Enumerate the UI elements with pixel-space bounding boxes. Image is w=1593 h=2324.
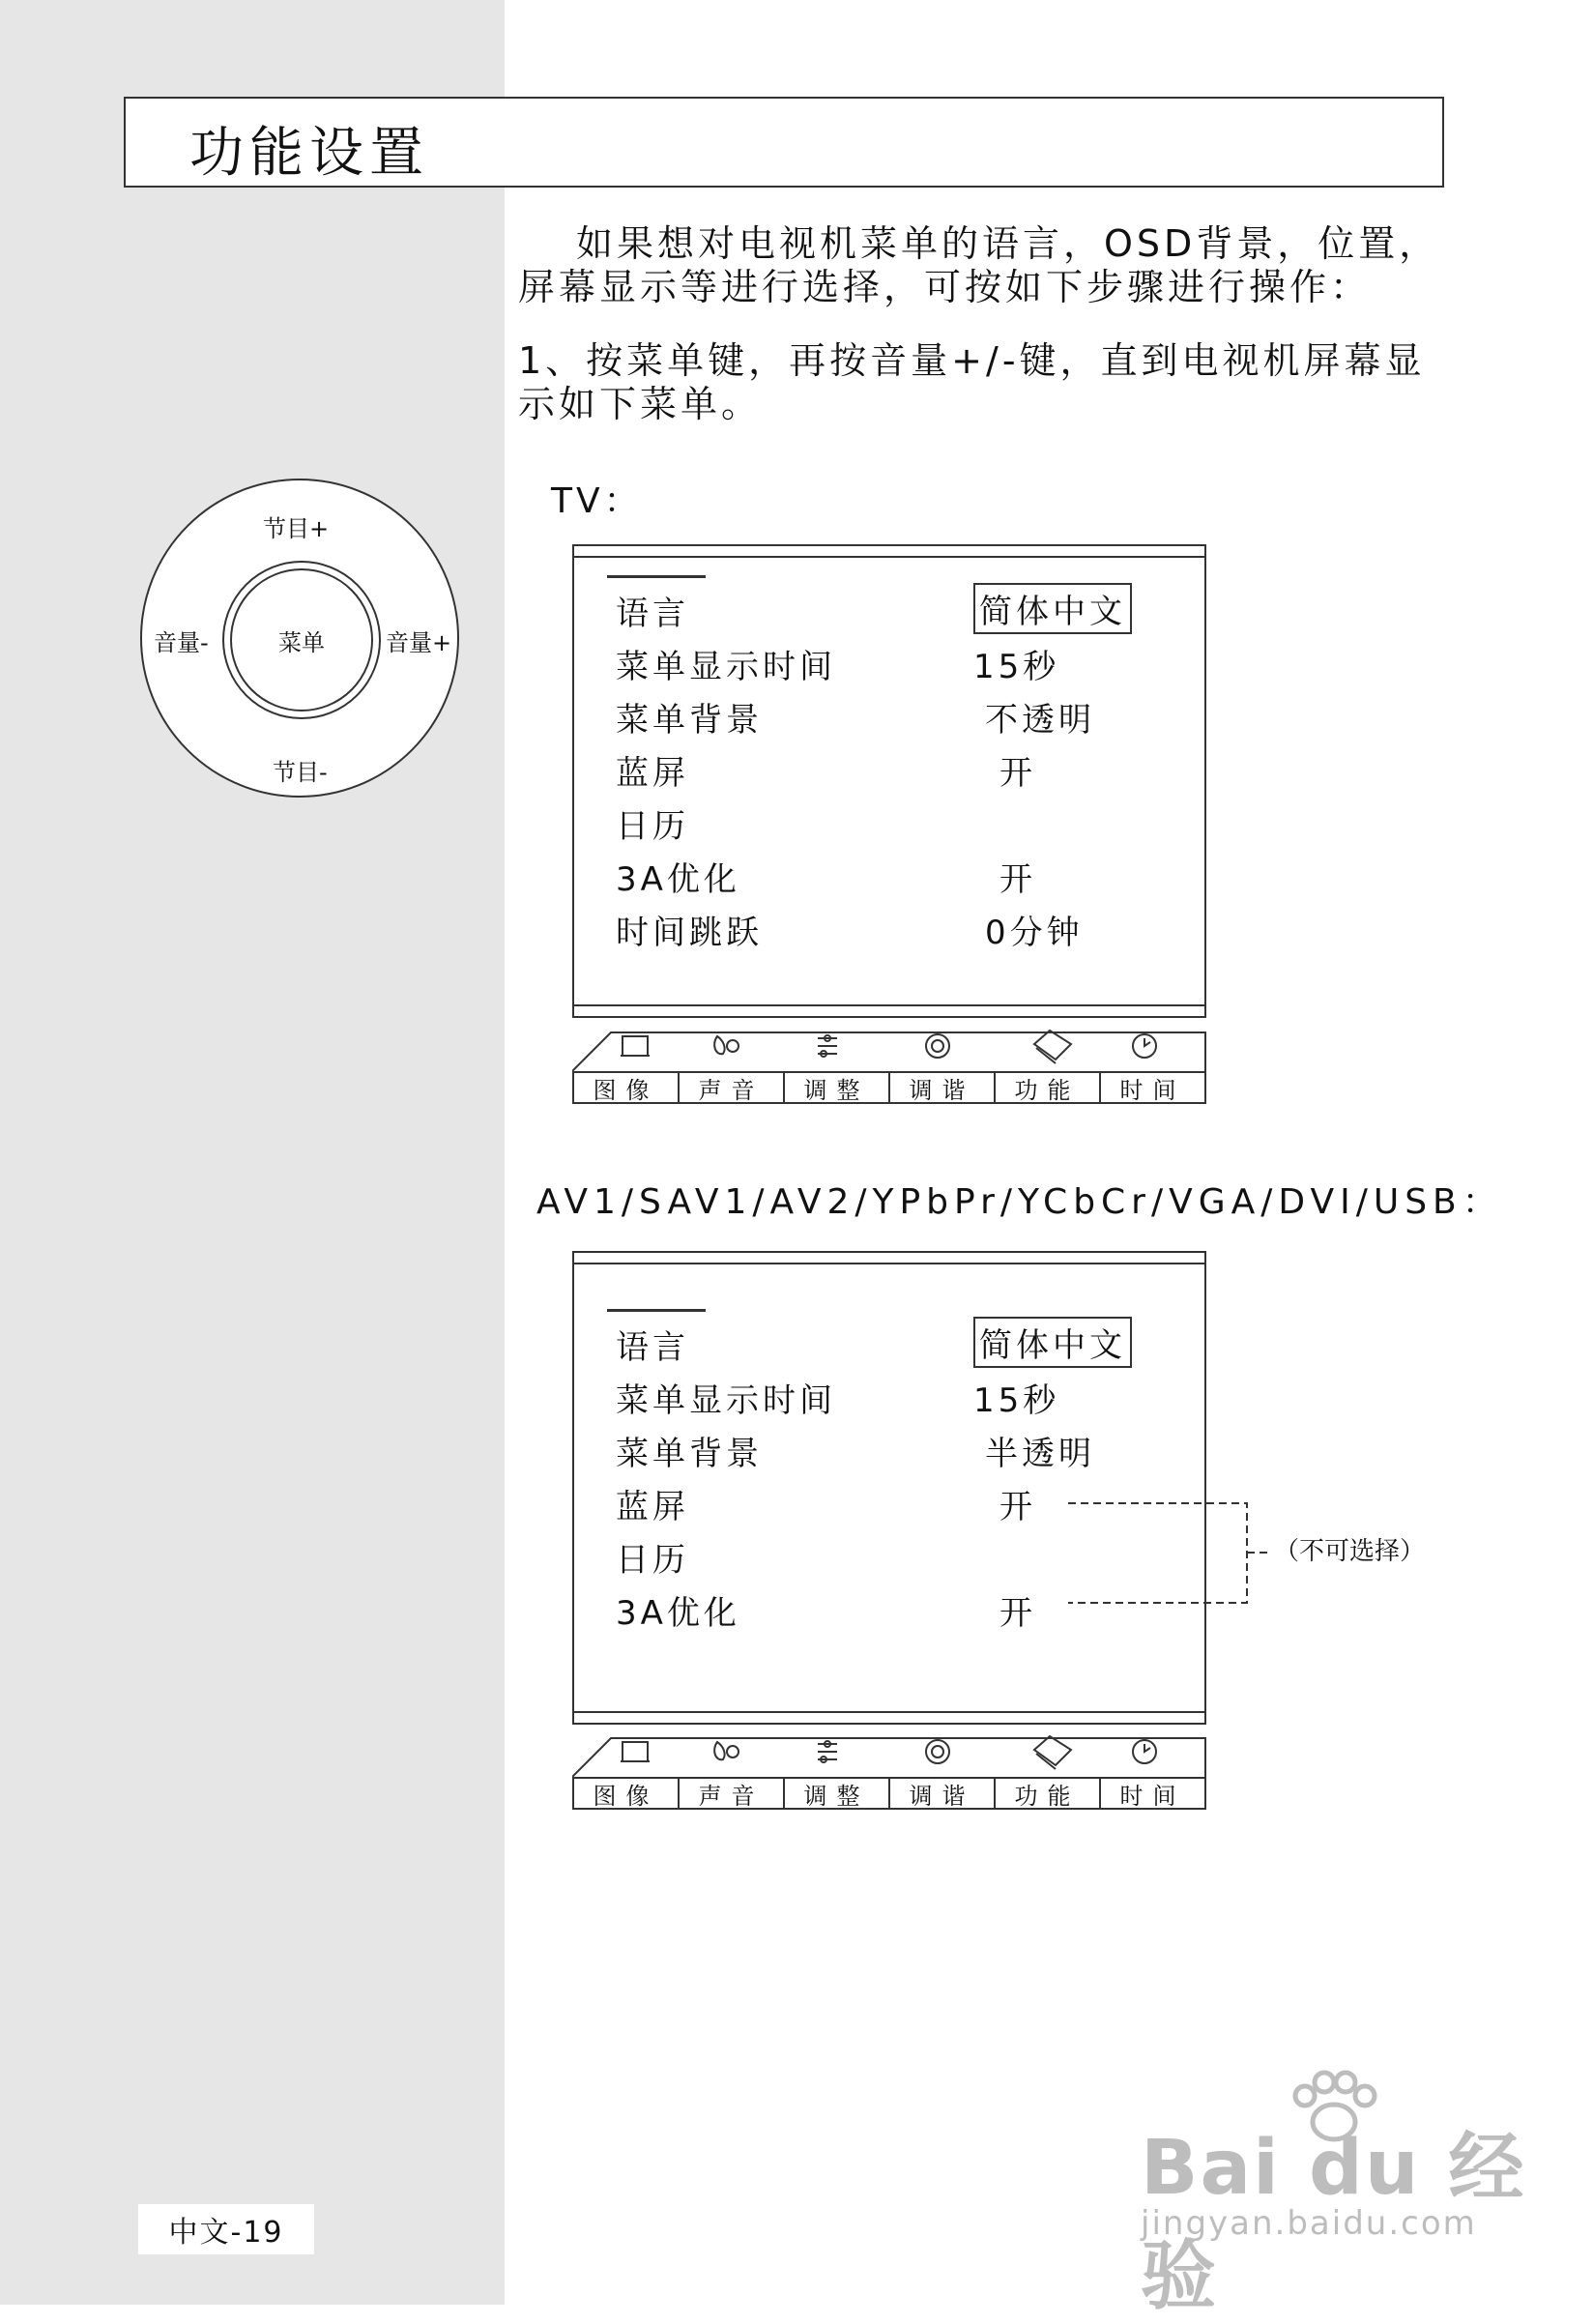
remote-dial — [140, 479, 459, 798]
tv-menu-value: 15秒 — [973, 648, 1060, 686]
menu-key — [230, 568, 373, 712]
tv-menu-value: 开 — [999, 754, 1036, 793]
av-menu-label: 蓝屏 — [616, 1488, 689, 1526]
tab-adjust: 调整 — [785, 1073, 890, 1102]
tv-menu-value: 0分钟 — [985, 914, 1084, 952]
av-menu-value: 开 — [999, 1488, 1036, 1526]
function-icon — [1034, 1031, 1071, 1063]
tab-tuning: 调谐 — [890, 1779, 996, 1808]
selection-marker — [607, 575, 706, 578]
tv-menu-label: 语言 — [616, 595, 689, 633]
tab-function: 功能 — [996, 1779, 1101, 1808]
intro-paragraph: 如果想对电视机菜单的语言，OSD背景，位置，屏幕显示等进行选择，可按如下步骤进行操作： — [518, 222, 1440, 308]
tv-menu-tabs — [572, 1019, 1206, 1106]
program-up-key: 节目+ — [263, 515, 330, 542]
tuning-icon — [926, 1034, 949, 1058]
av-menu-label: 语言 — [616, 1328, 689, 1367]
watermark-url: jingyan.baidu.com — [1141, 2204, 1477, 2243]
screen-bottom-rule — [574, 1004, 1204, 1006]
volume-down-key: 音量- — [154, 629, 209, 656]
sound-icon — [714, 1036, 739, 1054]
av-menu-tabs — [572, 1725, 1206, 1812]
tv-menu-value: 简体中文 — [973, 583, 1132, 634]
tv-menu-label: 时间跳跃 — [616, 914, 763, 952]
tv-menu-label: 3A优化 — [616, 860, 740, 899]
volume-up-key: 音量+ — [386, 629, 452, 656]
tv-menu-label: 蓝屏 — [616, 754, 689, 793]
tab-adjust: 调整 — [785, 1779, 890, 1808]
tv-menu-screen — [572, 544, 1206, 1018]
program-down-key: 节目- — [273, 759, 328, 786]
tab-bar — [572, 1071, 1206, 1104]
page-title: 功能设置 — [189, 122, 429, 185]
picture-icon — [621, 1036, 650, 1056]
clock-icon — [1133, 1034, 1156, 1058]
clock-icon — [1133, 1740, 1156, 1763]
function-icon — [1034, 1736, 1071, 1769]
watermark-main: Bai du 经验 — [1141, 2125, 1526, 2320]
av-menu-label: 3A优化 — [616, 1594, 740, 1633]
av-menu-value: 15秒 — [973, 1381, 1060, 1420]
unselectable-note: （不可选择） — [1274, 1537, 1426, 1566]
tv-section-label: TV： — [551, 481, 643, 521]
screen-top-rule — [574, 1263, 1204, 1264]
baidu-watermark — [1131, 2069, 1537, 2320]
av-menu-screen — [572, 1251, 1206, 1725]
adjust-icon — [818, 1741, 837, 1762]
page-number: 中文-19 — [138, 2204, 314, 2254]
screen-bottom-rule — [574, 1711, 1204, 1713]
tab-time: 时间 — [1119, 1076, 1186, 1104]
sound-icon — [714, 1742, 739, 1759]
screen-top-rule — [574, 556, 1204, 558]
tab-sound: 声音 — [680, 1779, 785, 1808]
tab-icon-strip — [572, 1725, 1206, 1779]
page-title-box — [124, 97, 1444, 188]
tab-bar — [572, 1777, 1206, 1810]
tv-menu-label: 日历 — [616, 807, 689, 846]
av-menu-label: 菜单显示时间 — [616, 1381, 836, 1420]
selection-marker — [607, 1309, 706, 1312]
av-menu-label: 菜单背景 — [616, 1435, 763, 1473]
adjust-icon — [818, 1035, 837, 1057]
tab-picture: 图像 — [574, 1779, 680, 1808]
tab-time: 时间 — [1119, 1782, 1186, 1810]
tv-menu-value: 开 — [999, 860, 1036, 899]
av-section-label: AV1/SAV1/AV2/YPbPr/YCbCr/VGA/DVI/USB： — [536, 1182, 1503, 1222]
tv-menu-label: 菜单背景 — [616, 701, 763, 740]
tab-function: 功能 — [996, 1073, 1101, 1102]
tv-menu-label: 菜单显示时间 — [616, 648, 836, 686]
picture-icon — [621, 1742, 650, 1761]
menu-key-ring — [222, 561, 381, 719]
tuning-icon — [926, 1740, 949, 1763]
left-margin-band — [0, 0, 505, 2305]
av-menu-value: 半透明 — [985, 1435, 1095, 1473]
tv-menu-value: 不透明 — [985, 701, 1095, 740]
tab-sound: 声音 — [680, 1073, 785, 1102]
menu-key-label: 菜单 — [278, 628, 325, 656]
step1-paragraph: 1、按菜单键，再按音量+/-键，直到电视机屏幕显示如下菜单。 — [518, 339, 1426, 425]
av-menu-value: 简体中文 — [973, 1317, 1132, 1368]
av-menu-value: 开 — [999, 1594, 1036, 1633]
tab-picture: 图像 — [574, 1073, 680, 1102]
unselectable-bracket — [1068, 1489, 1281, 1605]
tab-tuning: 调谐 — [890, 1073, 996, 1102]
tab-icon-strip — [572, 1019, 1206, 1073]
av-menu-label: 日历 — [616, 1541, 689, 1580]
